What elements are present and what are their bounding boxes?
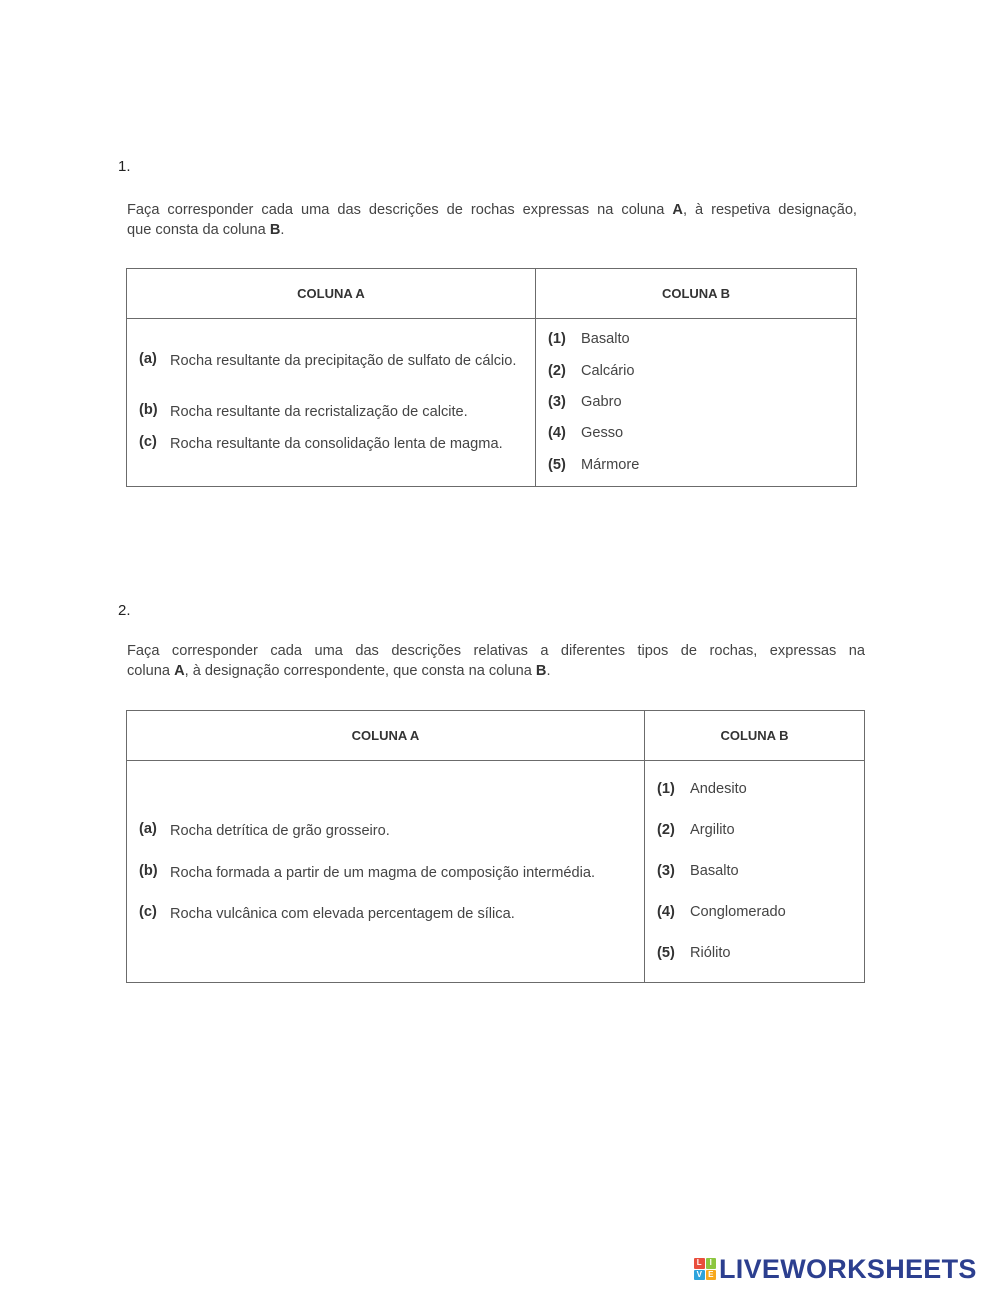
item-text: Andesito — [690, 781, 747, 797]
item-tag: (2) — [548, 363, 566, 379]
column-a-cell — [127, 319, 536, 487]
logo-text: LIVEWORKSHEETS — [719, 1253, 977, 1284]
column-b-item — [657, 863, 739, 879]
column-b-item — [657, 945, 731, 961]
item-tag: (2) — [657, 822, 675, 838]
item-text: Conglomerado — [690, 904, 786, 920]
column-b-cell — [645, 761, 865, 983]
item-tag: (4) — [657, 904, 675, 920]
question-2-number: 2. — [118, 602, 131, 619]
item-text: Basalto — [690, 863, 739, 879]
column-b-header: COLUNA B — [645, 711, 865, 761]
item-tag: (5) — [548, 457, 566, 473]
item-tag: (3) — [548, 394, 566, 410]
column-a-item — [139, 863, 632, 883]
column-b-item — [548, 425, 623, 441]
logo-mark-letter: I — [706, 1258, 717, 1269]
item-tag: (3) — [657, 863, 675, 879]
item-text: Rocha resultante da recristalização de calcite. — [170, 404, 468, 420]
column-b-item — [657, 781, 747, 797]
column-a-item — [139, 351, 523, 371]
column-b-item — [548, 457, 639, 473]
instr-text: , à respetiva designação, — [682, 202, 857, 218]
logo-mark-icon — [694, 1258, 716, 1280]
column-b-item — [548, 363, 635, 379]
question-1-table — [126, 268, 857, 487]
item-text: Calcário — [581, 363, 635, 379]
item-text: Riólito — [690, 945, 731, 961]
item-text: Rocha resultante da consolidação lenta de magma. — [170, 436, 503, 452]
question-2-instructions — [127, 641, 865, 681]
logo-mark-letter: L — [694, 1258, 705, 1269]
item-text: Gabro — [581, 394, 622, 410]
column-b-item — [657, 904, 786, 920]
instr-text: que consta da coluna — [127, 222, 270, 238]
item-tag: (a) — [139, 821, 157, 837]
item-text: Argilito — [690, 822, 735, 838]
item-tag: (1) — [657, 781, 675, 797]
question-1-instructions — [127, 200, 857, 240]
question-2-table — [126, 710, 865, 983]
column-a-header: COLUNA A — [127, 269, 536, 319]
item-tag: (1) — [548, 331, 566, 347]
column-b-header: COLUNA B — [536, 269, 857, 319]
item-tag: (4) — [548, 425, 566, 441]
column-b-item — [548, 394, 622, 410]
instr-text: Faça corresponder cada uma das descrições de rochas expressas na coluna — [127, 202, 673, 218]
column-a-item — [139, 821, 632, 841]
item-text: Gesso — [581, 425, 624, 441]
instr-bold: A — [174, 663, 185, 679]
item-tag: (c) — [139, 904, 157, 920]
column-a-item — [139, 904, 632, 924]
column-b-item — [548, 331, 630, 347]
instr-bold: B — [269, 222, 281, 238]
item-text: Basalto — [581, 331, 630, 347]
instr-text: . — [546, 663, 551, 679]
logo-mark-letter: E — [706, 1270, 717, 1281]
column-a-cell — [127, 761, 645, 983]
instr-bold: B — [535, 663, 547, 679]
instr-text: Faça corresponder cada uma das descrições relativas a diferentes tipos de rochas, expressas na — [127, 643, 865, 659]
question-1-number: 1. — [118, 158, 131, 175]
column-b-item — [657, 822, 735, 838]
item-text: Rocha detrítica de grão grosseiro. — [170, 823, 390, 839]
logo-mark-letter: V — [694, 1270, 705, 1281]
instr-text: , à designação correspondente, que consta na coluna — [184, 663, 536, 679]
item-text: Mármore — [581, 457, 640, 473]
item-tag: (c) — [139, 434, 157, 450]
item-tag: (a) — [139, 351, 157, 367]
liveworksheets-logo — [694, 1255, 977, 1283]
column-a-item — [139, 402, 523, 422]
column-a-item — [139, 434, 523, 454]
instr-text: . — [280, 222, 285, 238]
column-a-header: COLUNA A — [127, 711, 645, 761]
item-text: Rocha formada a partir de um magma de composição intermédia. — [170, 865, 596, 881]
item-text: Rocha resultante da precipitação de sulfato de cálcio. — [170, 353, 517, 369]
instr-bold: A — [672, 202, 683, 218]
column-b-cell — [536, 319, 857, 487]
item-tag: (b) — [139, 863, 158, 879]
item-tag: (b) — [139, 402, 158, 418]
item-tag: (5) — [657, 945, 675, 961]
item-text: Rocha vulcânica com elevada percentagem de sílica. — [170, 906, 515, 922]
instr-text: coluna — [127, 663, 175, 679]
